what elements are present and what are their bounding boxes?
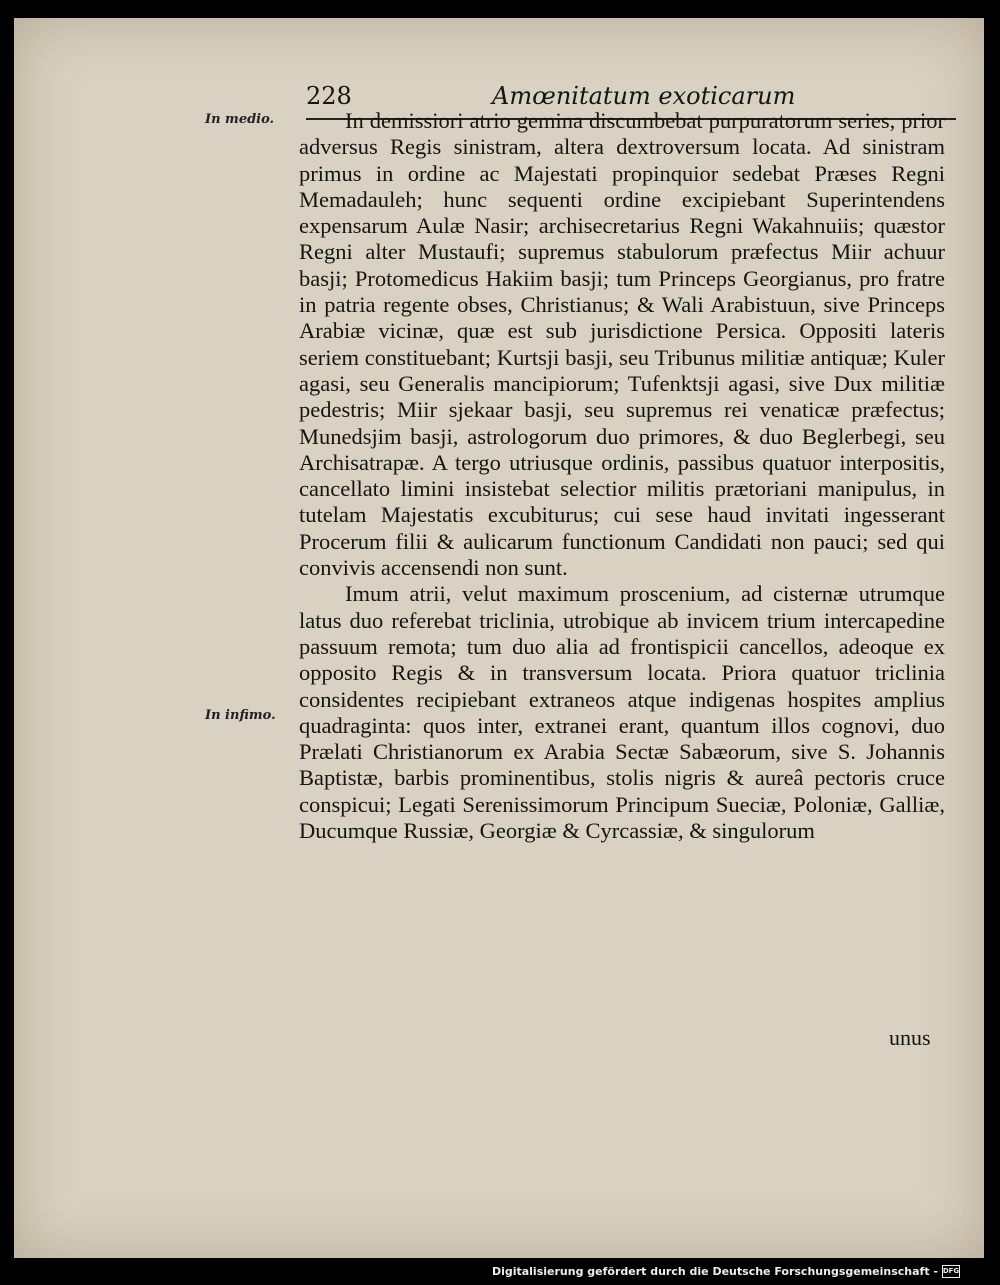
- paragraph-2: Imum atrii, velut maximum proscenium, ad cisternæ utrumque latus duo referebat triclinia, utrobique ab invicem trium intercapedine passuum remota; tum duo alia ad frontispicii cancellos, adeoque ex opposito Regis & in transversum locata. Priora quatuor triclinia considentes recipiebant extraneos atque indigenas hospites amplius quadraginta: quos inter, extranei erant, quantum illos cognovi, duo Prælati Christianorum ex Arabia Sectæ Sabæorum, sive S. Johannis Baptistæ, barbis prominentibus, stolis nigris & aureâ pectoris cruce conspicui; Legati Serenissimorum Principum Sueciæ, Poloniæ, Galliæ, Ducumque Russiæ, Georgiæ & Cyrcassiæ, & singulorum: [299, 581, 945, 844]
- body-text: [299, 108, 945, 844]
- page-number: 228: [306, 82, 352, 110]
- footer-credit: Digitalisierung gefördert durch die Deutsche Forschungsgemeinschaft -: [491, 1264, 938, 1278]
- running-title: Amœnitatum exoticarum: [492, 82, 796, 110]
- catchword: unus: [889, 1025, 931, 1050]
- dfg-logo-icon: DFG: [942, 1265, 960, 1278]
- digitization-footer: [492, 1263, 960, 1279]
- paragraph-1: In demissiori atrio gemina discumbebat purpuratorum series, prior adversus Regis sinistram, altera dextroversum locata. Ad sinistram primus in ordine ac Majestati propinquior sedebat Præses Regni Memadauleh; hunc sequenti ordine excipiebant Superintendens expensarum Aulæ Nasir; archisecretarius Regni Wakahnuiis; quæstor Regni alter Mustaufi; supremus stabulorum præfectus Miir achuur basji; Protomedicus Hakiim basji; tum Princeps Georgianus, pro fratre in patria regente obses, Christianus; & Wali Arabistuun, sive Princeps Arabiæ vicinæ, quæ est sub jurisdictione Persica. Oppositi lateris seriem constituebant; Kurtsji basji, seu Tribunus militiæ antiquæ; Kuler agasi, seu Generalis mancipiorum; Tufenktsji agasi, sive Dux militiæ pedestris; Miir sjekaar basji, seu supremus rei venaticæ præfectus; Munedsjim basji, astrologorum duo primores, & duo Beglerbegi, seu Archisatrapæ. A tergo utriusque ordinis, passibus quatuor interpositis, cancellato limini insistebat selectior militis prætoriani manipulus, in tutelam Majestatis excubiturus; cui sese haud invitati ingesserant Procerum filii & aulicarum functionum Candidati non pauci; sed qui convivis accensendi non sunt.: [299, 108, 945, 581]
- margin-note-medio: In medio.: [205, 112, 275, 127]
- margin-note-infimo: In infimo.: [205, 708, 276, 723]
